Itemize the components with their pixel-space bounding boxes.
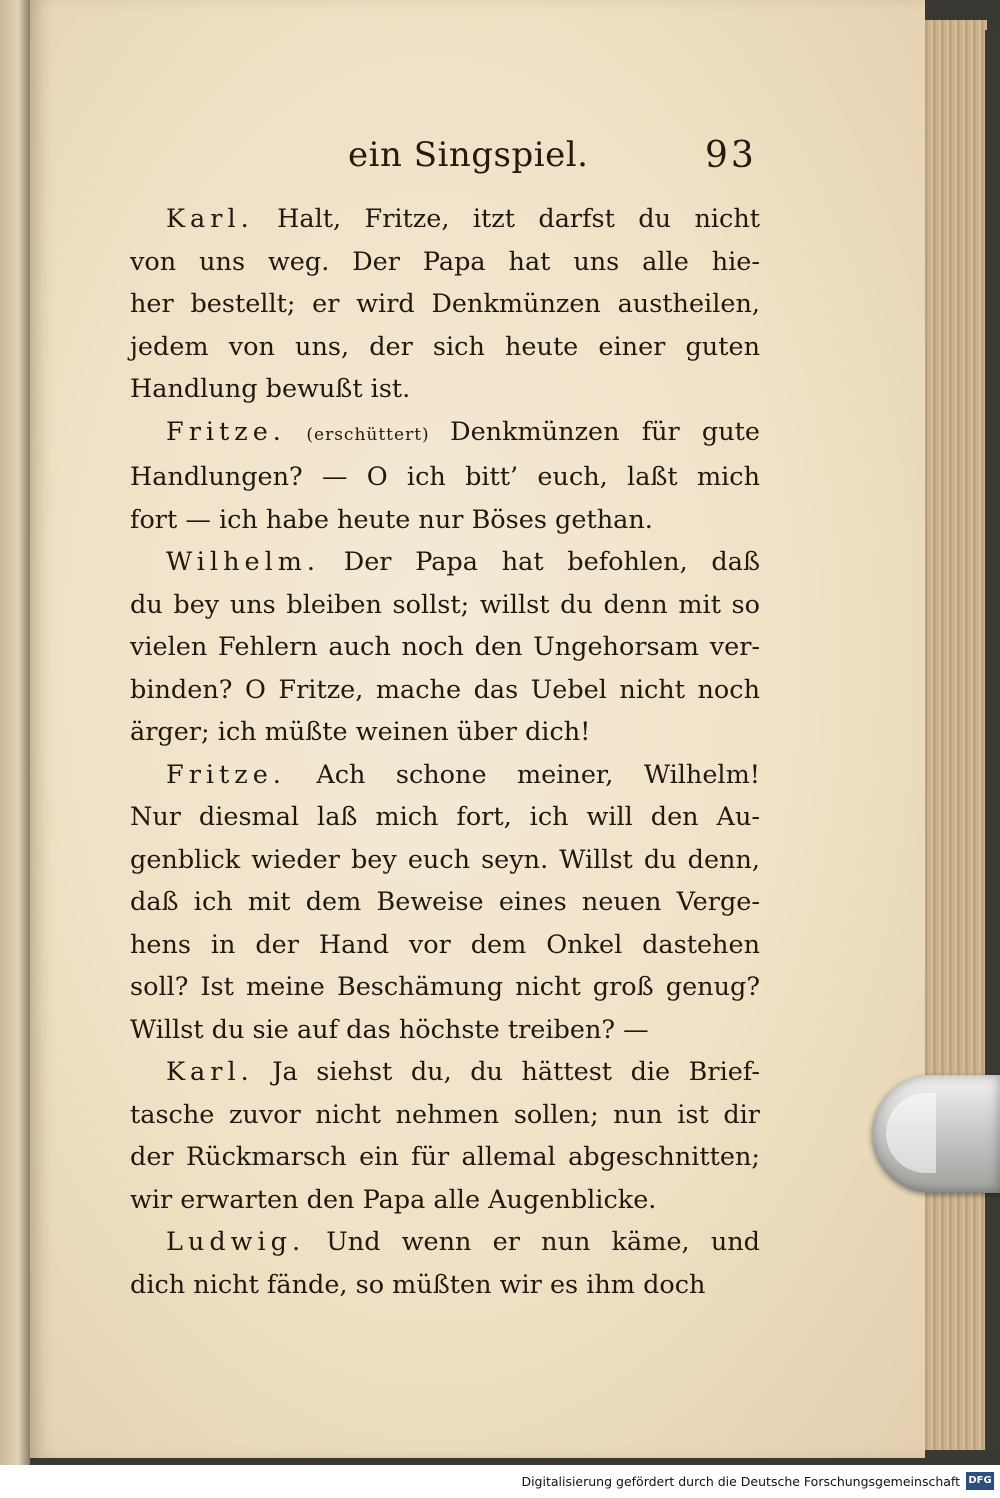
text-line bbox=[130, 541, 760, 584]
line-text: hens in der Hand vor dem Onkel dastehen bbox=[130, 929, 760, 960]
line-text: wir erwarten den Papa alle Augenblicke. bbox=[130, 1184, 657, 1215]
text-line bbox=[130, 1179, 760, 1222]
line-text: jedem von uns, der sich heute einer guten bbox=[130, 331, 760, 362]
dfg-logo: DFG bbox=[966, 1472, 994, 1490]
speaker-name: Wilhelm. bbox=[166, 547, 321, 577]
funding-credit: Digitalisierung gefördert durch die Deutsche Forschungsgemeinschaft bbox=[521, 1474, 960, 1489]
text-line bbox=[130, 881, 760, 924]
line-text: daß ich mit dem Beweise eines neuen Verge- bbox=[130, 887, 760, 917]
line-text: Handlungen? — O ich bitt’ euch, laßt mich bbox=[130, 462, 760, 492]
line-text: Der Papa hat befohlen, daß bbox=[320, 547, 760, 577]
paragraph bbox=[130, 198, 760, 411]
line-text: dich nicht fände, so müßten wir es ihm doch bbox=[130, 1269, 706, 1300]
text-line bbox=[130, 456, 760, 499]
stage-direction: (erschüttert) bbox=[285, 424, 451, 445]
paragraph bbox=[130, 541, 760, 754]
text-line bbox=[130, 1221, 760, 1264]
page-clip bbox=[872, 1075, 1000, 1193]
text-line bbox=[130, 839, 760, 882]
speaker-name: Fritze. bbox=[166, 759, 286, 790]
paragraph bbox=[130, 754, 760, 1052]
text-line bbox=[130, 368, 760, 411]
text-line bbox=[130, 241, 760, 284]
line-text: her bestellt; er wird Denkmünzen austheilen, bbox=[130, 289, 760, 319]
text-line bbox=[130, 283, 760, 326]
line-text: Willst du sie auf das höchste treiben? — bbox=[130, 1014, 649, 1045]
text-line bbox=[130, 584, 760, 627]
text-line bbox=[130, 1051, 760, 1094]
text-line bbox=[130, 1136, 760, 1179]
line-text: tasche zuvor nicht nehmen sollen; nun ist dir bbox=[130, 1099, 760, 1130]
clip-highlight bbox=[886, 1093, 936, 1173]
line-text: genblick wieder bey euch seyn. Willst du denn, bbox=[130, 844, 760, 875]
line-text: Ja siehst du, du hättest die Brief- bbox=[253, 1057, 760, 1087]
line-text: soll? Ist meine Beschämung nicht groß genug? bbox=[130, 972, 760, 1002]
text-line bbox=[130, 326, 760, 369]
footer-bar bbox=[0, 1465, 1000, 1498]
stack-shadow bbox=[985, 30, 1000, 1450]
line-text: ärger; ich müßte weinen über dich! bbox=[130, 717, 591, 747]
speaker-name: Fritze. bbox=[166, 416, 286, 447]
facing-page-edge bbox=[0, 0, 30, 1465]
line-text: Denkmünzen für gute bbox=[450, 416, 760, 447]
page-number: 93 bbox=[705, 135, 757, 176]
paragraph bbox=[130, 1051, 760, 1221]
line-text: vielen Fehlern auch noch den Ungehorsam ver- bbox=[130, 632, 760, 662]
line-text: Und wenn er nun käme, und bbox=[305, 1227, 760, 1257]
line-text: Halt, Fritze, itzt darfst du nicht bbox=[253, 204, 760, 234]
line-text: Nur diesmal laß mich fort, ich will den Au- bbox=[130, 802, 760, 832]
book-page bbox=[30, 0, 925, 1458]
speaker-name: Ludwig. bbox=[166, 1227, 306, 1257]
text-line bbox=[130, 1264, 760, 1307]
text-line bbox=[130, 198, 760, 241]
text-line bbox=[130, 924, 760, 967]
text-line bbox=[130, 966, 760, 1009]
text-line bbox=[130, 669, 760, 712]
line-text: von uns weg. Der Papa hat uns alle hie- bbox=[130, 246, 760, 277]
text-line bbox=[130, 411, 760, 457]
line-text: binden? O Fritze, mache das Uebel nicht noch bbox=[130, 674, 760, 705]
text-line bbox=[130, 1094, 760, 1137]
speaker-name: Karl. bbox=[166, 1057, 254, 1087]
line-text: Ach schone meiner, Wilhelm! bbox=[285, 759, 760, 790]
text-line bbox=[130, 711, 760, 754]
speaker-name: Karl. bbox=[166, 204, 254, 234]
line-text: fort — ich habe heute nur Böses gethan. bbox=[130, 504, 653, 535]
text-line bbox=[130, 499, 760, 542]
line-text: du bey uns bleiben sollst; willst du denn mit so bbox=[130, 589, 760, 620]
text-line bbox=[130, 754, 760, 797]
line-text: Handlung bewußt ist. bbox=[130, 374, 411, 404]
paragraph bbox=[130, 1221, 760, 1306]
line-text: der Rückmarsch ein für allemal abgeschnitten; bbox=[130, 1142, 760, 1172]
running-title: ein Singspiel. bbox=[348, 135, 589, 175]
text-line bbox=[130, 1009, 760, 1052]
page-header bbox=[30, 135, 925, 185]
text-line bbox=[130, 626, 760, 669]
body-text bbox=[130, 198, 760, 1306]
paragraph bbox=[130, 411, 760, 542]
text-line bbox=[130, 796, 760, 839]
